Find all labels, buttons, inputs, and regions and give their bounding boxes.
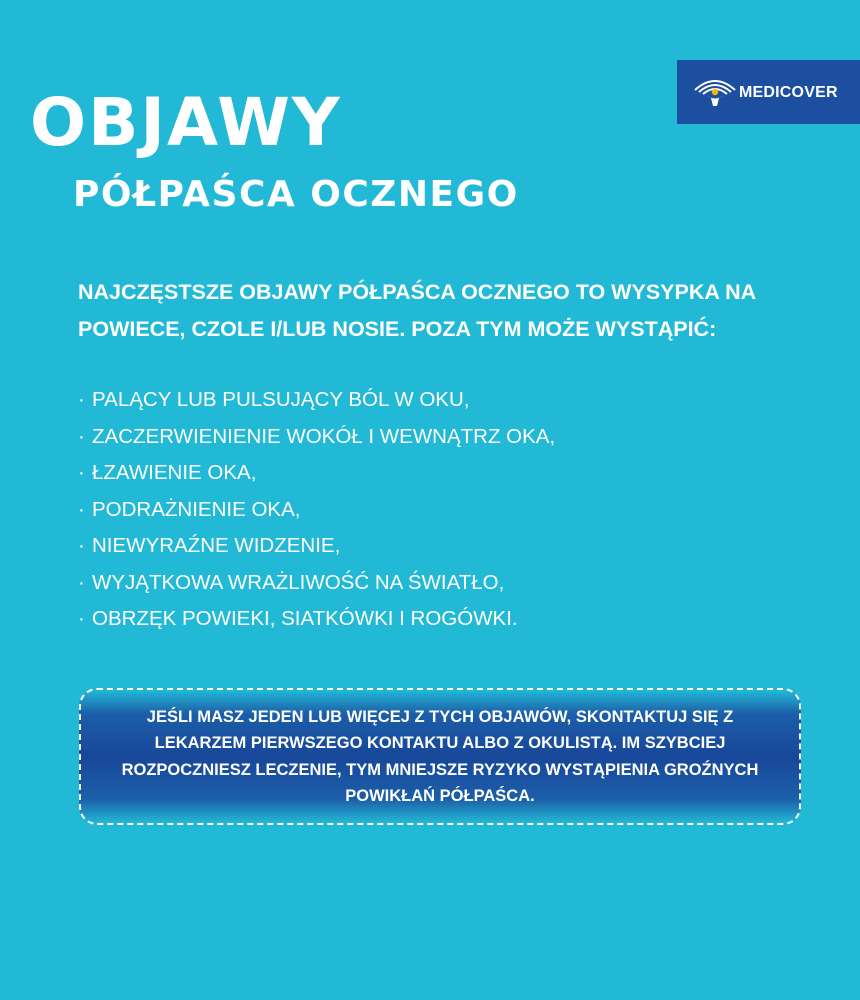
symptom-list [78, 382, 555, 638]
symptom-label: PALĄCY LUB PULSUJĄCY BÓL W OKU, [92, 388, 470, 411]
list-item [78, 455, 555, 492]
list-item [78, 528, 555, 565]
bullet-dot: · [78, 534, 85, 557]
list-item [78, 382, 555, 419]
symptom-label: PODRAŻNIENIE OKA, [92, 497, 301, 521]
bullet-dot: · [78, 424, 85, 448]
list-item [78, 419, 555, 456]
symptom-label: WYJĄTKOWA WRAŻLIWOŚĆ NA ŚWIATŁO, [92, 570, 505, 594]
symptom-label: ŁZAWIENIE OKA, [92, 461, 257, 484]
list-item [78, 565, 555, 602]
page-subtitle: PÓŁPAŚCA OCZNEGO [73, 174, 519, 215]
page-title: OBJAWY [30, 84, 342, 161]
advice-text: JEŚLI MASZ JEDEN LUB WIĘCEJ Z TYCH OBJAWÓW, SKONTAKTUJ SIĘ Z LEKARZEM PIERWSZEGO KONTAKTU ALBO Z OKULISTĄ. IM SZYBCIEJ ROZPOCZNIESZ LECZENIE, TYM MNIEJSZE RYZYKO WYSTĄPIENIA GROŹNYCH POWIKŁAŃ PÓŁPAŚCA. [121, 707, 759, 805]
advice-box [79, 688, 801, 825]
medicover-logo [677, 60, 860, 124]
bullet-dot: · [78, 607, 85, 630]
brand-name: MEDICOVER [739, 84, 838, 101]
symptom-label: ZACZERWIENIENIE WOKÓŁ I WEWNĄTRZ OKA, [92, 424, 556, 448]
list-item [78, 492, 555, 529]
medicover-person-arc-icon [689, 70, 741, 110]
list-item [78, 601, 555, 638]
intro-paragraph: NAJCZĘSTSZE OBJAWY PÓŁPAŚCA OCZNEGO TO WYSYPKA NA POWIECE, CZOLE I/LUB NOSIE. POZA TYM MOŻE WYSTĄPIĆ: [78, 280, 756, 341]
symptom-label: NIEWYRAŹNE WIDZENIE, [92, 534, 341, 557]
bullet-dot: · [78, 570, 85, 594]
bullet-dot: · [78, 497, 85, 521]
symptom-label: OBRZĘK POWIEKI, SIATKÓWKI I ROGÓWKI. [92, 607, 518, 630]
bullet-dot: · [78, 388, 85, 411]
bullet-dot: · [78, 461, 85, 484]
